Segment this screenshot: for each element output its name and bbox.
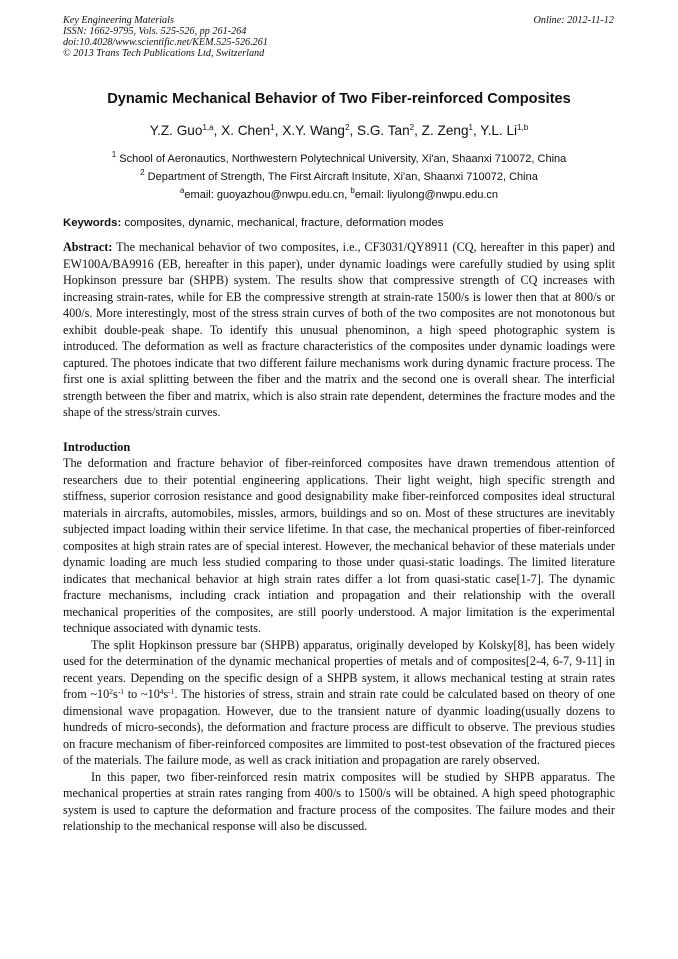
abstract-text: The mechanical behavior of two composites, i.e., CF3031/QY8911 (CQ, hereafter in this paper) and EW100A/BA9916 (EB, hereafter in this paper), under dynamic loadings were carefully studied by using split Hopkinson pressure bar (SHPB) system. The results show that compressive strength of CQ increases with increasing strain-rates, while for EB the compressive strength at strain-rate 1500/s is lower then that at 800/s or 400/s. More interestingly, most of the stress strain curves of both of the two composites are not monotonous but exhibit double-peak shape. To identify this unusual phenominon, a high speed photographic system is introduced. The deformation as well as fracture characteristics of the composites under dynamic loadings were captured. The photoes indicate that two different failure mechanisms work during dynamic fracture process. The first one is axial splitting between the fiber and the matrix and the second one is overall shear. The interficial strength between the fiber and matrix, which is also strain rate dependent, determines the fracture modes and the shape of the stress/strain curves. bbox=[63, 240, 615, 419]
affiliation-sup: 1 bbox=[111, 150, 117, 159]
affiliation-2 bbox=[0, 168, 678, 183]
author-name: X.Y. Wang bbox=[282, 123, 345, 138]
intro-paragraph-1: The deformation and fracture behavior of fiber-reinforced composites have drawn tremendous attention of researchers due to their potential engineering applications. Their light weight, high specific strength and stiffness, superior corrosion resistance and good designability make fiber-reinforced composites ideal structural materials in aircrafts, automobiles, missles, armors, buildings and so on. Most of these structures are inevitably subjected impact loading within their service lifetime. In that case, the mechanical properties of fiber-reinforced composites at high strain rates are of special interest. However, the mechanical behavior of these materials under dynamic loading are much less studied comparing to those under quasi-static loadings. The limited literature indicates that mechanical behavior at high strain rates differ a lot from quasi-static case[1-7]. The dynamic fracture mechanisms, including crack intiation and propagation and their relationship with the overall mechanical properities of the composites, are still poorly understood. A major limitation is the experimental technique associated with dynamic tests. bbox=[63, 456, 615, 635]
doi-line: doi:10.4028/www.scientific.net/KEM.525-526.261 bbox=[63, 37, 268, 48]
email-sup-a: a bbox=[179, 186, 185, 195]
affiliation-text: Department of Strength, The First Aircraft Insitute, Xi'an, Shaanxi 710072, China bbox=[147, 171, 538, 183]
keywords-label: Keywords: bbox=[63, 217, 122, 229]
abstract bbox=[63, 239, 615, 421]
email-a: email: guoyazhou@nwpu.edu.cn, bbox=[184, 189, 348, 201]
author-name: Y.Z. Guo bbox=[149, 123, 203, 138]
journal-name: Key Engineering Materials bbox=[63, 15, 174, 26]
email-line bbox=[0, 186, 678, 201]
abstract-label: Abstract: bbox=[63, 240, 113, 254]
issn-line: ISSN: 1662-9795, Vols. 525-526, pp 261-264 bbox=[63, 26, 247, 37]
copyright-line: © 2013 Trans Tech Publications Ltd, Switzerland bbox=[63, 48, 265, 59]
author-list: Y.Z. Guo$^{1,a}$, X. Chen$^1$, X.Y. Wang$^2$, S.G. Tan$^2$, Z. Zeng$^1$, Y.L. Li$^{1,b}$ bbox=[149, 123, 529, 138]
online-date: Online: 2012-11-12 bbox=[533, 15, 614, 26]
affiliation-1 bbox=[0, 150, 678, 165]
author-name: Z. Zeng bbox=[421, 123, 469, 138]
affiliation-text: School of Aeronautics, Northwestern Polytechnical University, Xi'an, Shaanxi 710072, China bbox=[119, 153, 567, 165]
introduction-body bbox=[63, 455, 615, 835]
intro-paragraph-3: In this paper, two fiber-reinforced resin matrix composites will be studied by SHPB apparatus. The mechanical properties at strain rates ranging from 400/s to 1500/s will be obtained. A high speed photographic system is used to capture the deformation and fracture process of the composites. The failure modes and their relationship to the mechanical response will also be discussed. bbox=[63, 769, 615, 833]
keywords bbox=[63, 217, 443, 229]
email-b: email: liyulong@nwpu.edu.cn bbox=[354, 189, 499, 201]
author-name: Y.L. Li bbox=[480, 123, 518, 138]
author-sup: 1,a bbox=[202, 123, 214, 132]
author-sup: 2 bbox=[409, 123, 415, 132]
author-sup: 1 bbox=[270, 123, 275, 132]
author-sup: 1 bbox=[468, 123, 473, 132]
author-name: X. Chen bbox=[221, 123, 271, 138]
author-name: S.G. Tan bbox=[357, 123, 410, 138]
email-sup-b: b bbox=[350, 186, 355, 195]
paper-title: Dynamic Mechanical Behavior of Two Fiber-reinforced Composites bbox=[107, 91, 571, 107]
author-sup: 2 bbox=[344, 123, 350, 132]
affiliation-sup: 2 bbox=[140, 168, 145, 177]
intro-paragraph-2: The split Hopkinson pressure bar (SHPB) apparatus, originally developed by Kolsky[8], has been widely used for the determination of the dynamic mechanical properties of metals and of composites[2-4, 6-7, 9-11] in recent years. Depending on the specific design of a SHPB system, it allows mechanical testing at strain rates from $\sim 10^2s^{-1}$ to $\sim 10^4s^{-1}$. The histories of stress, strain and strain rate could be calculated based on theory of one dimensional wave propagation. However, due to the transient nature of dyanmic loading(usually dozens to hundreds of micro-seconds), the deformation and fracture process are difficult to observe. The previous studies on fracure mechanism of fiber-reinforced composites are limmited to post-test obsevation of the fractured pieces of the materials. The failure mode, as well as crack initiation and propagation are rarely observed. bbox=[63, 637, 615, 767]
introduction-heading: Introduction bbox=[63, 440, 131, 454]
author-sup: 1,b bbox=[517, 123, 529, 132]
keywords-text: composites, dynamic, mechanical, fracture, deformation modes bbox=[124, 217, 444, 229]
